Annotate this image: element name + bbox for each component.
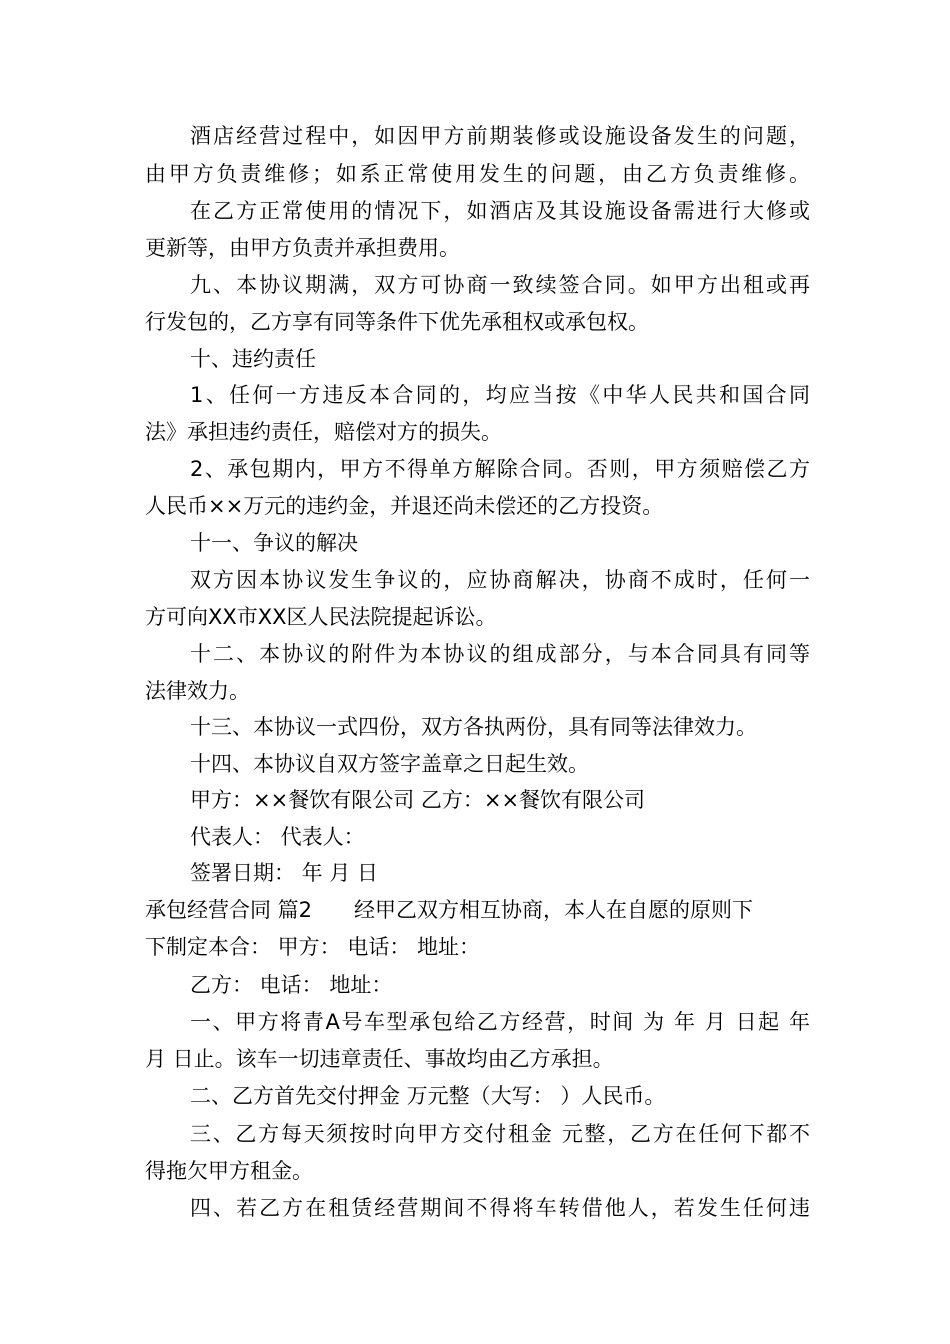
- text-line: 2、承包期内，甲方不得单方解除合同。否则，甲方须赔偿乙方: [190, 457, 810, 481]
- text-line: 人民币××万元的违约金，并退还尚未偿还的乙方投资。: [145, 494, 664, 518]
- text-line: 法律效力。: [145, 679, 250, 703]
- text-line: 四、若乙方在租赁经营期间不得将车转借他人，若发生任何违: [190, 1196, 810, 1220]
- text-line: 方可向XX市XX区人民法院提起诉讼。: [145, 605, 497, 629]
- signature-date: 签署日期： 年 月 日: [190, 861, 379, 885]
- text-line: 二、乙方首先交付押金 万元整（大写： ）人民币。: [190, 1084, 666, 1108]
- text-line: 九、本协议期满，双方可协商一致续签合同。如甲方出租或再: [190, 273, 810, 297]
- text-line: 得拖欠甲方租金。: [145, 1159, 313, 1183]
- text-line: 十三、本协议一式四份，双方各执两份，具有同等法律效力。: [190, 715, 757, 739]
- text-line: 乙方： 电话： 地址：: [190, 973, 393, 997]
- text-line: 双方因本协议发生争议的，应协商解决，协商不成时，任何一: [190, 568, 810, 592]
- text-line: 在乙方正常使用的情况下，如酒店及其设施设备需进行大修或: [190, 199, 810, 223]
- text-line: 由甲方负责维修；如系正常使用发生的问题，由乙方负责维修。: [145, 162, 810, 186]
- text-line: 法》承担违约责任，赔偿对方的损失。: [145, 420, 502, 444]
- text-line: 更新等，由甲方负责并承担费用。: [145, 236, 460, 260]
- text-line: 酒店经营过程中，如因甲方前期装修或设施设备发生的问题，: [190, 124, 810, 148]
- section-heading: 十一、争议的解决: [190, 531, 358, 555]
- text-line: 一、甲方将青A号车型承包给乙方经营，时间 为 年 月 日起 年: [190, 1010, 810, 1034]
- signature-parties: 甲方：××餐饮有限公司 乙方：××餐饮有限公司: [190, 788, 646, 812]
- text-line: 十二、本协议的附件为本协议的组成部分，与本合同具有同等: [190, 642, 810, 666]
- text-line: 十四、本协议自双方签字盖章之日起生效。: [190, 752, 589, 776]
- text-line: 1、任何一方违反本合同的，均应当按《中华人民共和国合同: [190, 383, 810, 407]
- text-line: 行发包的，乙方享有同等条件下优先承租权或承包权。: [145, 310, 649, 334]
- text-line: 下制定本合： 甲方： 电话： 地址：: [145, 935, 481, 959]
- text-line: 三、乙方每天须按时向甲方交付租金 元整，乙方在任何下都不: [190, 1122, 810, 1146]
- text-line: 月 日止。该车一切违章责任、事故均由乙方承担。: [145, 1047, 614, 1071]
- contract-title-line: 承包经营合同 篇2 经甲乙双方相互协商，本人在自愿的原则下: [145, 898, 754, 922]
- section-heading: 十、违约责任: [190, 347, 316, 371]
- signature-representatives: 代表人： 代表人：: [190, 825, 365, 849]
